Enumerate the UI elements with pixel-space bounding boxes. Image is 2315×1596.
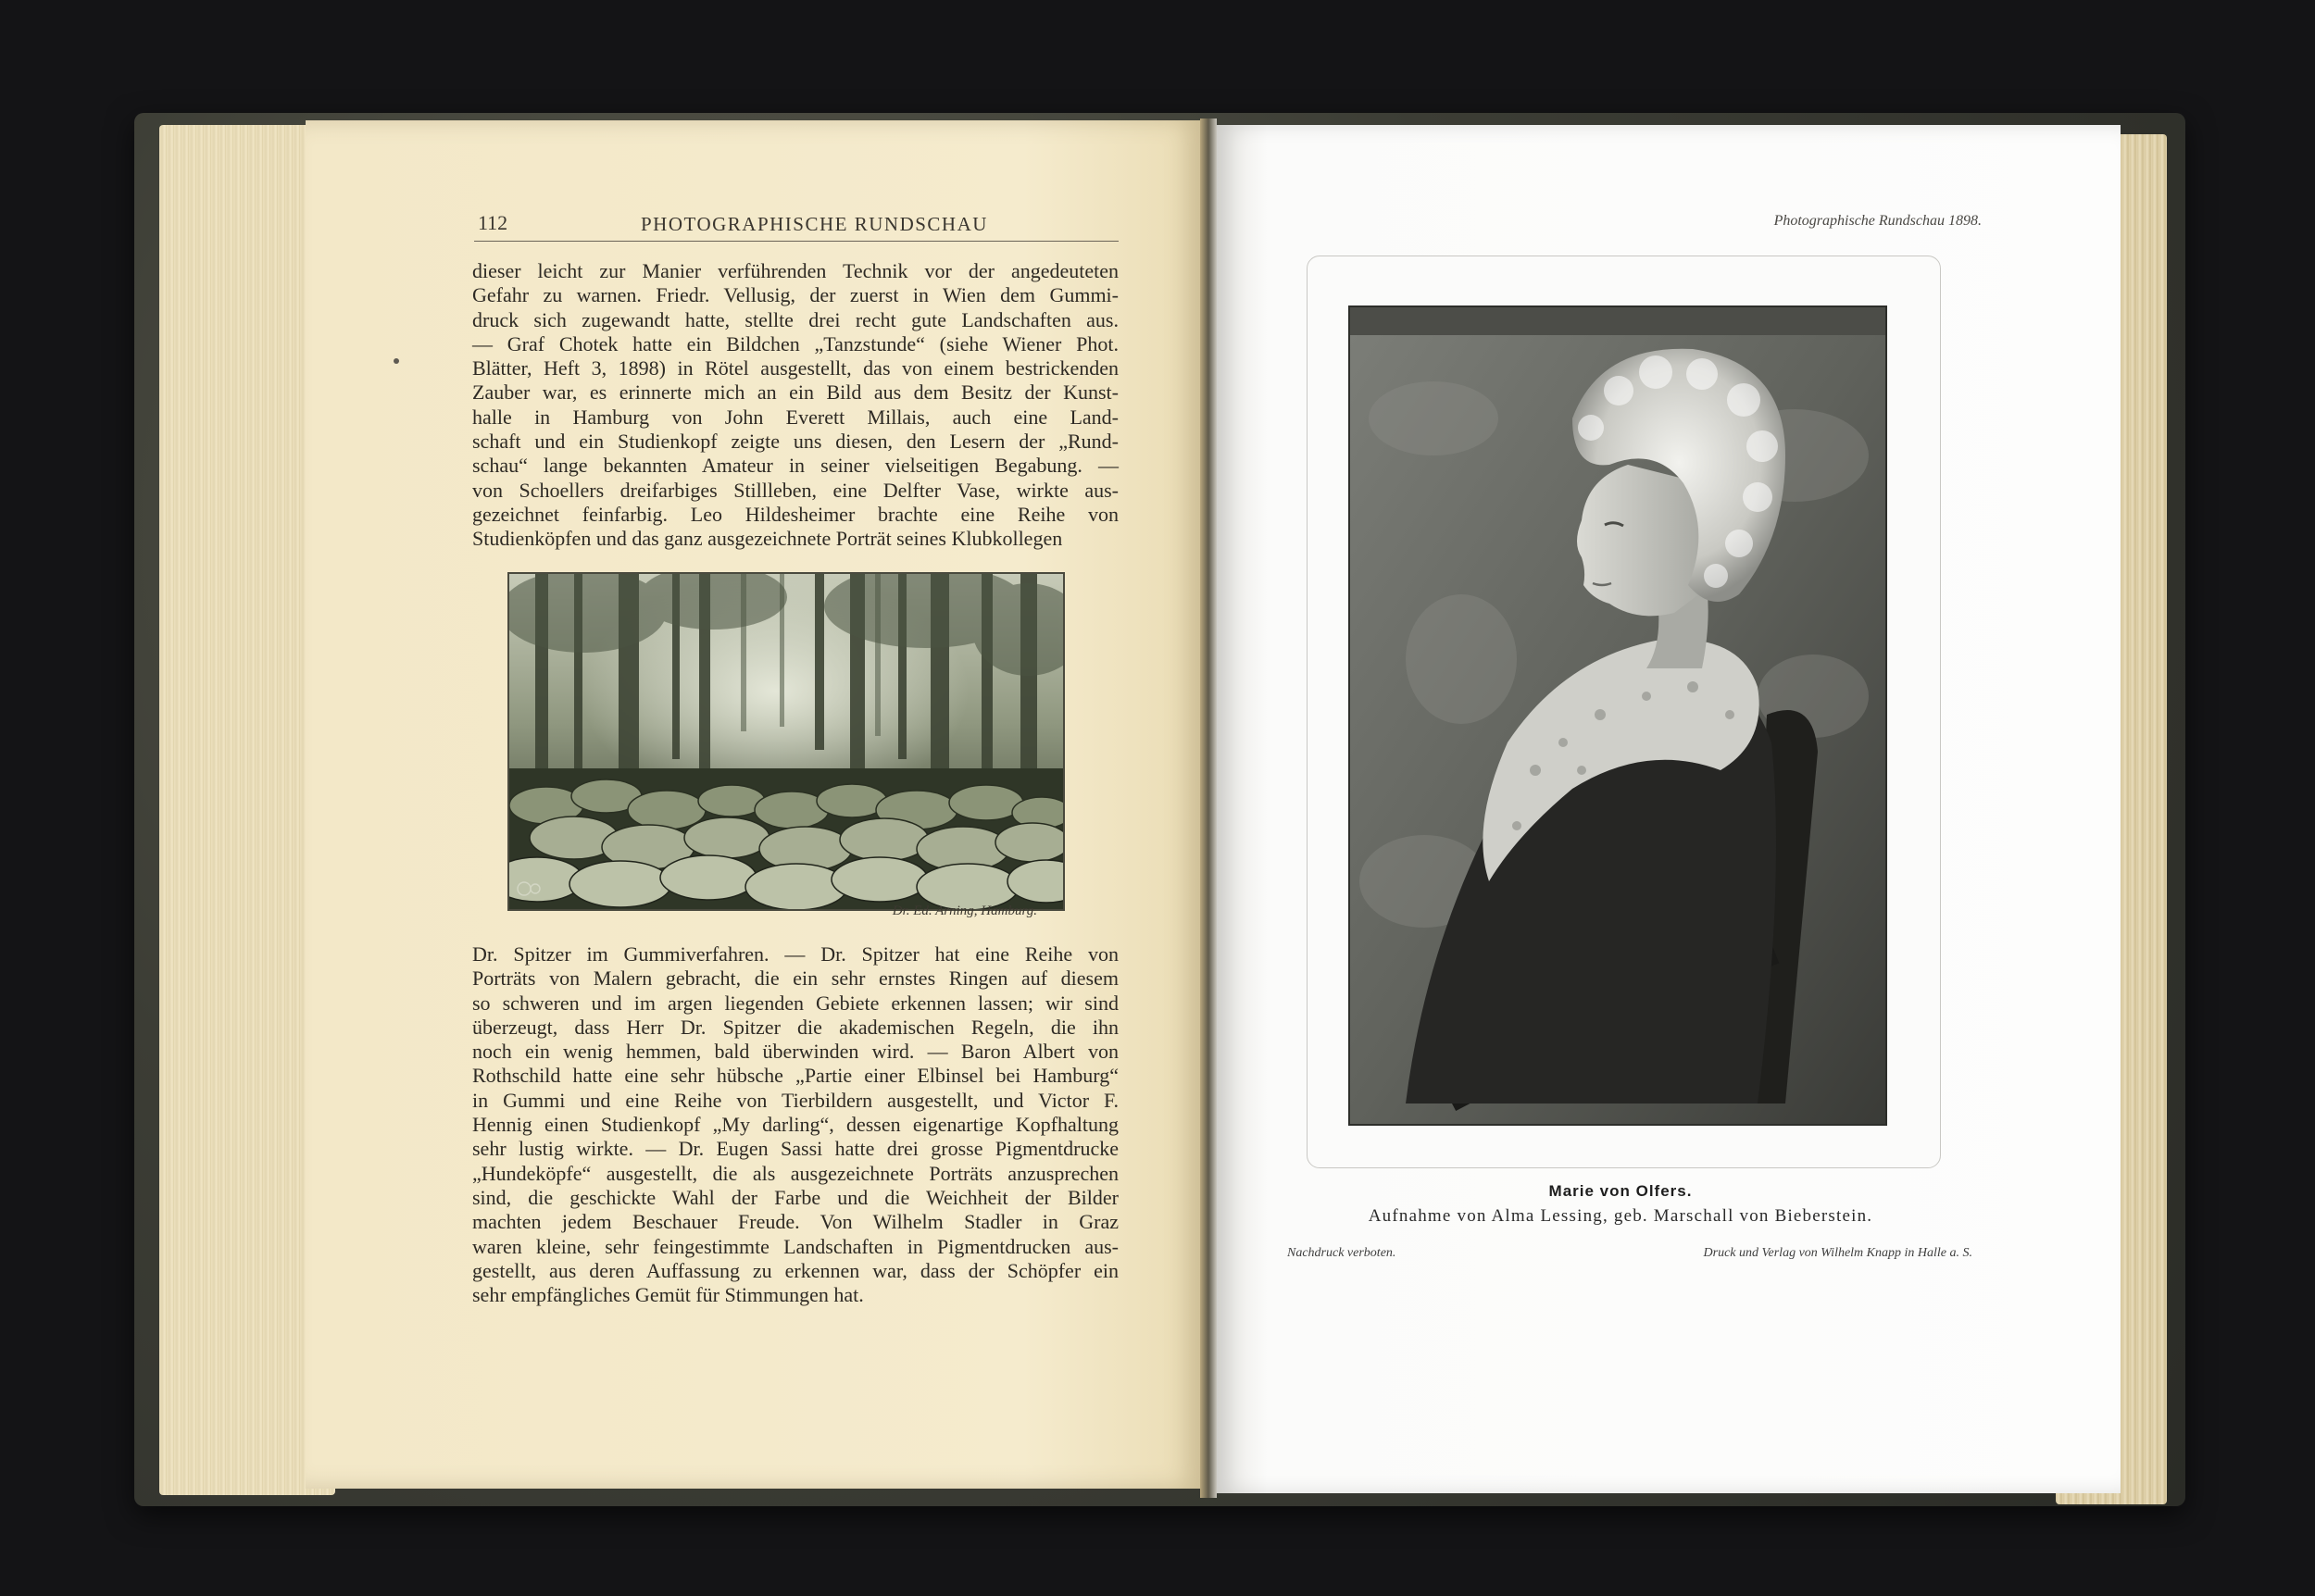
text-line: druck sich zugewandt hatte, stellte drei recht gute Landschaften aus.	[472, 307, 1119, 331]
plate-footer-right: Druck und Verlag von Wilhelm Knapp in Halle a. S.	[1703, 1246, 1972, 1260]
text-line: schau“ lange bekannten Amateur in seiner vielseitigen Begabung. —	[472, 454, 1119, 478]
text-line: Studienköpfen und das ganz ausgezeichnete Porträt seines Klubkollegen	[472, 527, 1063, 551]
text-line: „Hundeköpfe“ ausgestellt, die als ausgezeichnete Porträts anzusprechen	[472, 1161, 1119, 1185]
text-line: Dr. Spitzer im Gummiverfahren. — Dr. Spitzer hat eine Reihe von	[472, 942, 1119, 966]
text-line: Gefahr zu warnen. Friedr. Vellusig, der zuerst in Wien dem Gummi-	[472, 283, 1119, 307]
text-line: sehr empfängliches Gemüt für Stimmungen hat.	[472, 1283, 864, 1307]
plate-title: Marie von Olfers.	[1548, 1182, 1693, 1200]
text-line: von Schoellers dreifarbiges Stillleben, eine Delfter Vase, wirkte aus-	[472, 478, 1119, 502]
paragraph-top	[472, 259, 1119, 552]
text-line: Zauber war, es erinnerte mich an ein Bild aus dem Besitz der Kunst-	[472, 380, 1119, 405]
text-line: Hennig einen Studienkopf „My darling“, dessen eigenartige Kopfhaltung	[472, 1113, 1119, 1137]
text-line: in Gummi und eine Reihe von Tierbildern ausgestellt, und Victor F.	[472, 1088, 1119, 1112]
illustration-caption: Dr. Ed. Arning, Hamburg.	[892, 904, 1037, 918]
running-title: PHOTOGRAPHISCHE RUNDSCHAU	[641, 213, 988, 235]
text-line: dieser leicht zur Manier verführenden Technik vor der angedeuteten	[472, 259, 1119, 282]
text-line: Rothschild hatte eine sehr hübsche „Partie einer Elbinsel bei Hamburg“	[472, 1064, 1119, 1088]
text-line: überzeugt, dass Herr Dr. Spitzer die akademischen Regeln, die ihn	[472, 1015, 1119, 1039]
text-line: Porträts von Malern gebracht, die ein sehr ernstes Ringen auf diesem	[472, 966, 1119, 991]
margin-dot	[394, 358, 399, 364]
text-line: sehr lustig wirkte. — Dr. Eugen Sassi hatte drei grosse Pigmentdrucke	[472, 1137, 1119, 1161]
text-line: — Graf Chotek hatte ein Bildchen „Tanzstunde“ (siehe Wiener Phot.	[472, 331, 1119, 355]
portrait-photograph	[1348, 305, 1887, 1126]
left-running-head	[474, 209, 1119, 242]
text-line: gezeichnet feinfarbig. Leo Hildesheimer brachte eine Reihe von	[472, 502, 1119, 526]
text-line: machten jedem Beschauer Freude. Von Wilhelm Stadler in Graz	[472, 1210, 1119, 1234]
paragraph-bottom	[472, 942, 1119, 1307]
plate-credit: Aufnahme von Alma Lessing, geb. Marschall von Bieberstein.	[1368, 1206, 1873, 1226]
text-line: halle in Hamburg von John Everett Millais, auch eine Land-	[472, 405, 1119, 429]
plate-running-head: Photographische Rundschau 1898.	[1773, 213, 1982, 229]
text-line: schaft und ein Studienkopf zeigte uns diesen, den Lesern der „Rund-	[472, 430, 1119, 454]
text-line: gestellt, aus deren Auffassung zu erkennen war, dass der Schöpfer ein	[472, 1258, 1119, 1282]
page-number: 112	[478, 211, 508, 234]
text-line: Blätter, Heft 3, 1898) in Rötel ausgestellt, das von einem bestrickenden	[472, 356, 1119, 380]
forest-photograph	[507, 572, 1065, 911]
plate-footer-left: Nachdruck verboten.	[1287, 1246, 1396, 1260]
text-line: noch ein wenig hemmen, bald überwinden wird. — Baron Albert von	[472, 1040, 1119, 1064]
text-line: sind, die geschickte Wahl der Farbe und die Weichheit der Bilder	[472, 1185, 1119, 1209]
book-gutter	[1200, 118, 1217, 1498]
text-line: waren kleine, sehr feingestimmte Landschaften in Pigmentdrucken aus-	[472, 1234, 1119, 1258]
text-line: so schweren und im argen liegenden Gebiete erkennen lassen; wir sind	[472, 991, 1119, 1015]
